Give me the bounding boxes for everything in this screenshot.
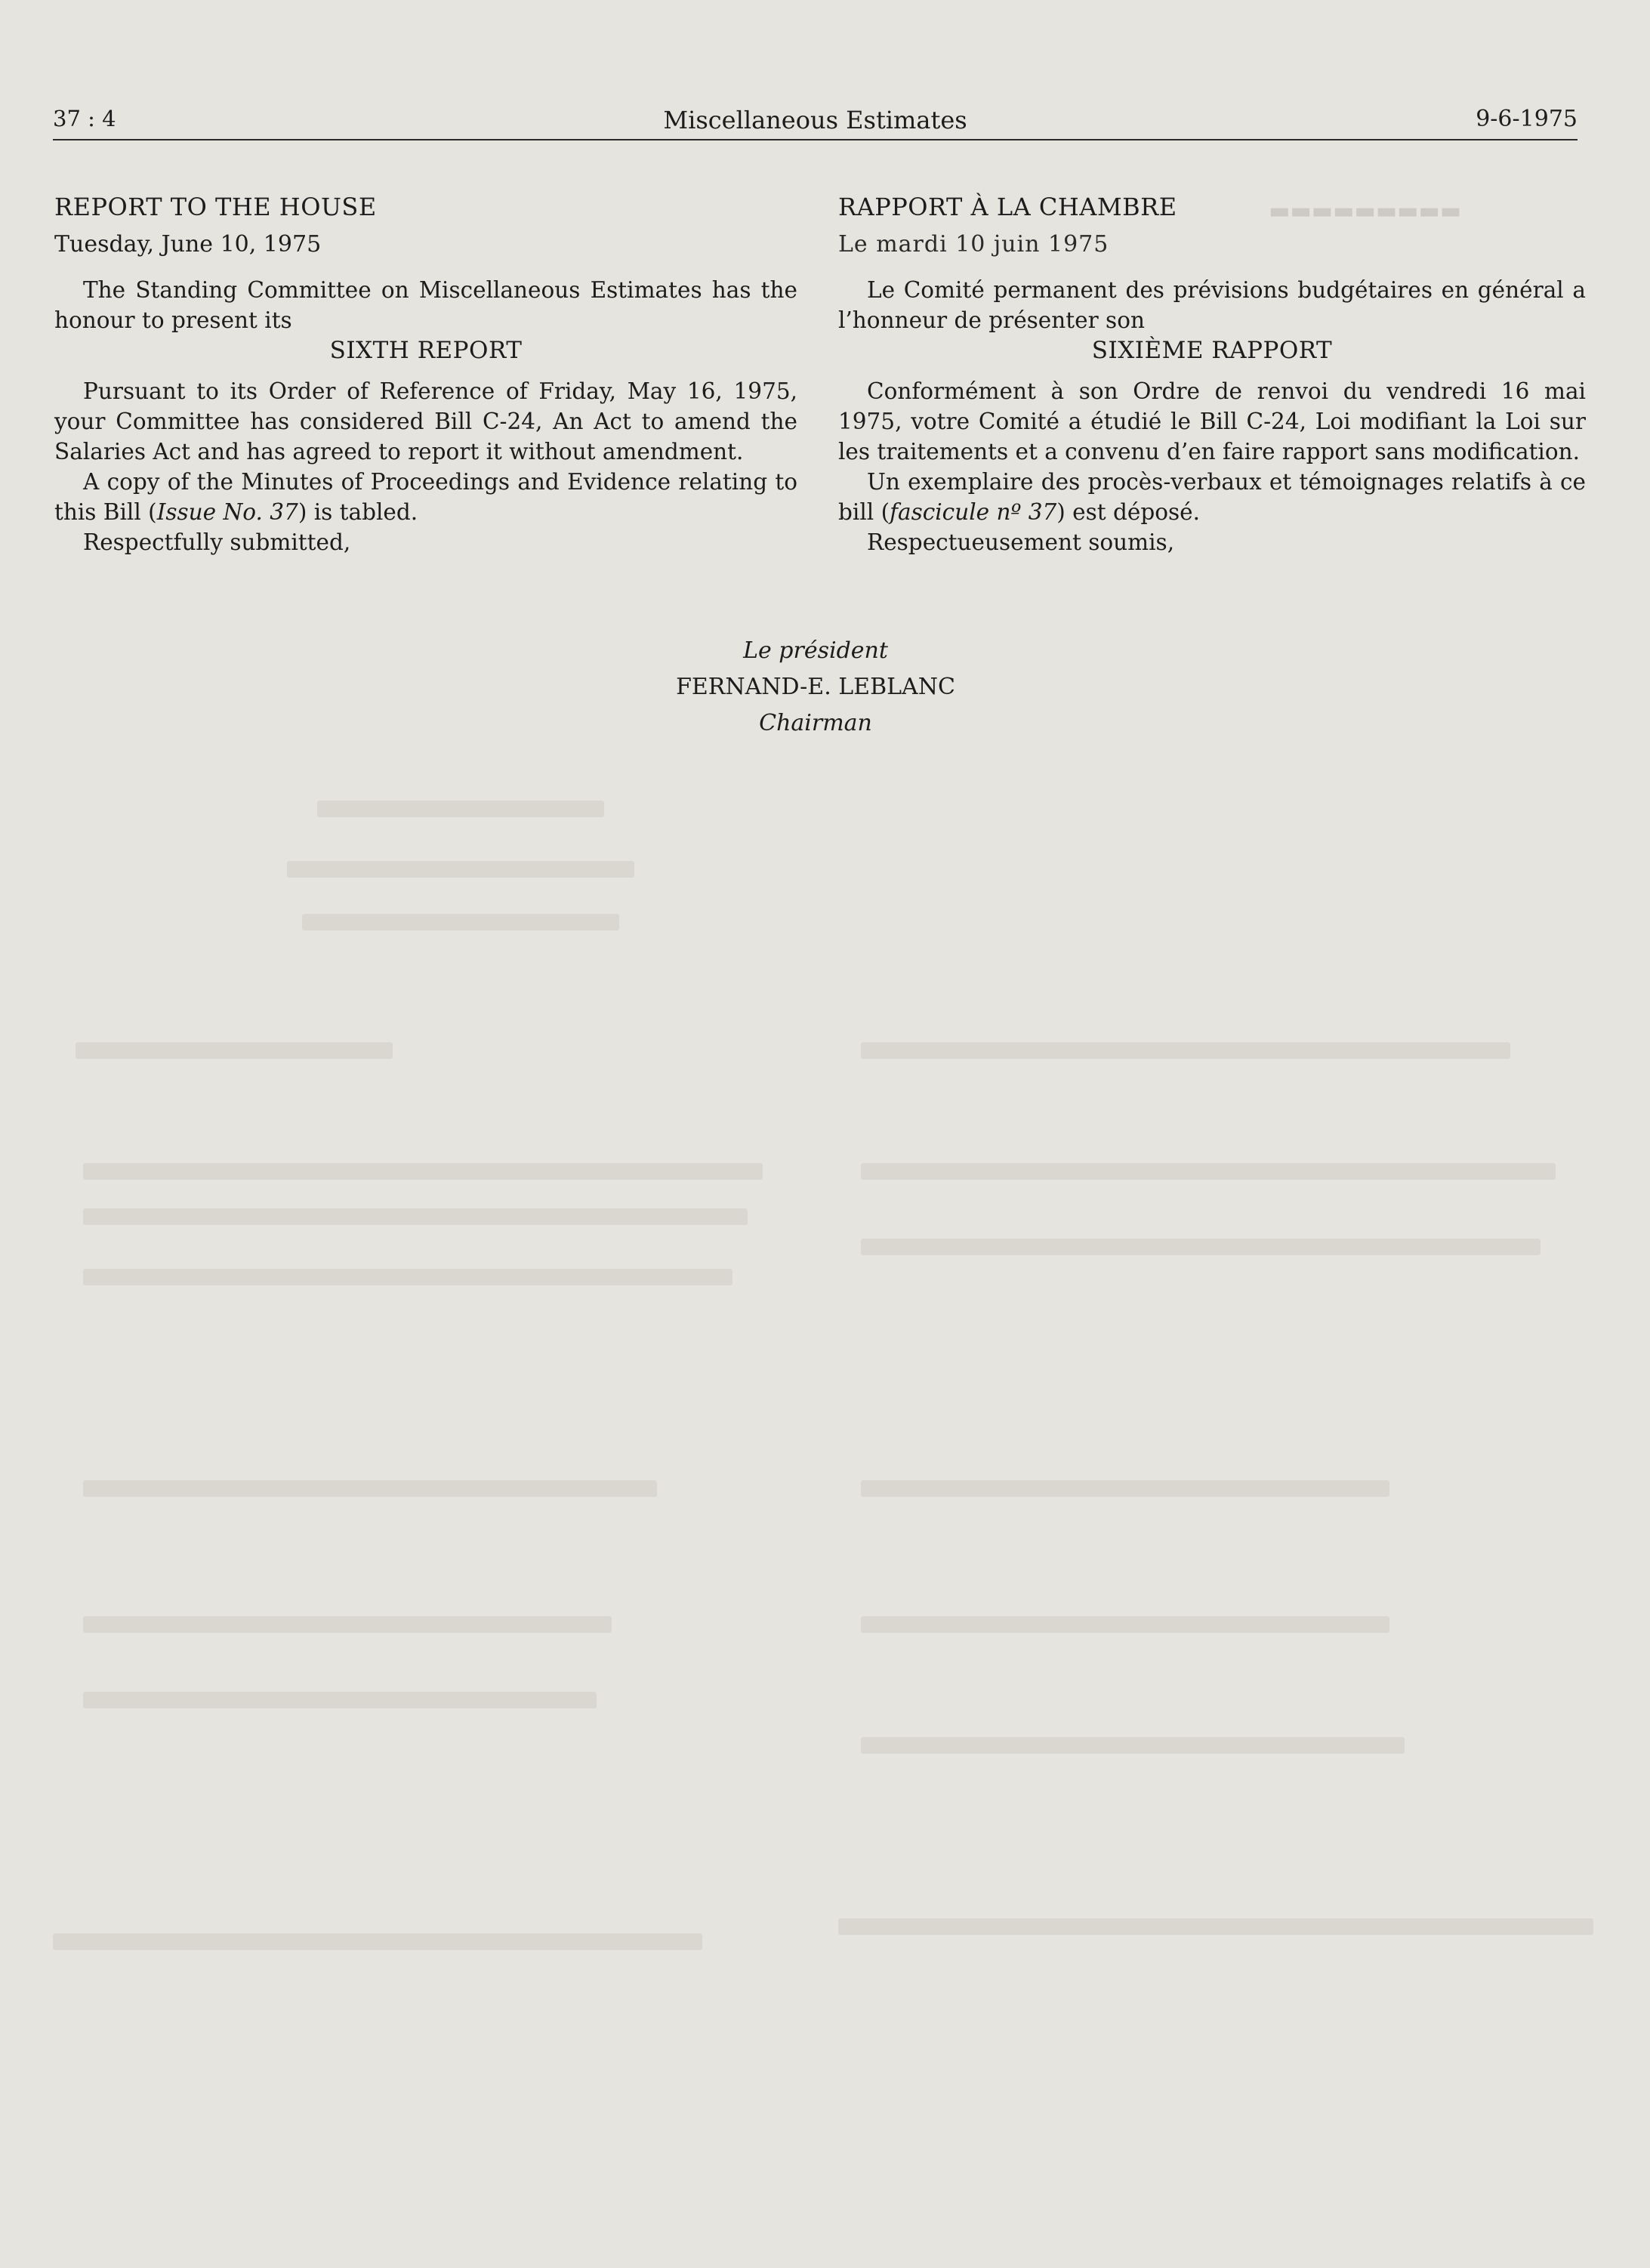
french-intro: Le Comité permanent des prévisions budgétaires en général a l’honneur de présenter son (838, 277, 1586, 333)
bleed-through-decoration (861, 1616, 1389, 1633)
header-date: 9-6-1975 (1476, 106, 1578, 132)
english-copy-notice (54, 467, 797, 527)
bleed-through-decoration (317, 801, 604, 817)
english-date: Tuesday, June 10, 1975 (54, 231, 322, 258)
bleed-through-decoration (53, 1933, 702, 1950)
english-column (54, 192, 797, 557)
english-heading: REPORT TO THE HOUSE (54, 193, 377, 221)
english-closing: Respectfully submitted, (83, 529, 351, 555)
english-report-title: SIXTH REPORT (329, 337, 523, 364)
french-column (838, 192, 1586, 557)
bleed-through-decoration (83, 1480, 657, 1497)
french-copy-issue: fascicule nº 37 (890, 499, 1057, 525)
signature-title-en: Chairman (759, 710, 872, 736)
signature-title-fr: Le président (743, 637, 888, 664)
french-copy-notice (838, 467, 1586, 527)
bleed-through-decoration (861, 1163, 1556, 1180)
french-heading: RAPPORT À LA CHAMBRE (838, 193, 1177, 221)
bleed-through-decoration (83, 1163, 763, 1180)
page-number: 37 : 4 (53, 106, 116, 131)
english-body: Pursuant to its Order of Reference of Friday, May 16, 1975, your Committee has considered Bill C-24, An Act to amend the Salaries Act and has agreed to report it without amendment. (54, 378, 797, 464)
english-copy-issue: Issue No. 37 (156, 499, 298, 525)
french-copy-pre: Un exemplaire des procès-verbaux et témoignages relatifs à ce bill ( (838, 469, 1586, 525)
bleed-through-decoration (83, 1616, 612, 1633)
page-header (53, 106, 1578, 136)
french-report-title: SIXIÈME RAPPORT (1091, 337, 1333, 364)
signature-block (574, 633, 1057, 742)
bleed-through-decoration (83, 1692, 597, 1708)
bleed-through-decoration (302, 914, 619, 930)
french-date: Le mardi 10 juin 1975 (838, 231, 1109, 258)
signature-name: FERNAND-E. LEBLANC (676, 674, 955, 700)
english-copy-post: ) is tabled. (298, 499, 418, 525)
bleed-through-decoration (287, 861, 634, 878)
bleed-through-decoration (838, 1918, 1593, 1935)
french-body: Conformément à son Ordre de renvoi du vendredi 16 mai 1975, votre Comité a étudié le Bill C-24, Loi modifiant la Loi sur les traitements et a convenu d’en faire rapport sans modification. (838, 378, 1586, 464)
bleed-through-decoration (861, 1480, 1389, 1497)
header-rule (53, 139, 1578, 140)
bleed-through-decoration (861, 1737, 1405, 1754)
french-closing: Respectueusement soumis, (867, 529, 1175, 555)
french-copy-post: ) est déposé. (1056, 499, 1200, 525)
bleed-through-decoration (83, 1208, 748, 1225)
bleed-through-decoration (83, 1269, 732, 1285)
header-title: Miscellaneous Estimates (663, 106, 967, 134)
english-copy-pre: A copy of the Minutes of Proceedings and Evidence relating to this Bill ( (54, 469, 797, 525)
bleed-through-decoration (861, 1239, 1541, 1255)
bleed-through-decoration (861, 1042, 1510, 1059)
bleed-through-decoration: ▬▬▬▬▬▬▬▬▬ (1269, 198, 1462, 224)
english-intro: The Standing Committee on Miscellaneous Estimates has the honour to present its (54, 277, 797, 333)
bleed-through-decoration (76, 1042, 393, 1059)
